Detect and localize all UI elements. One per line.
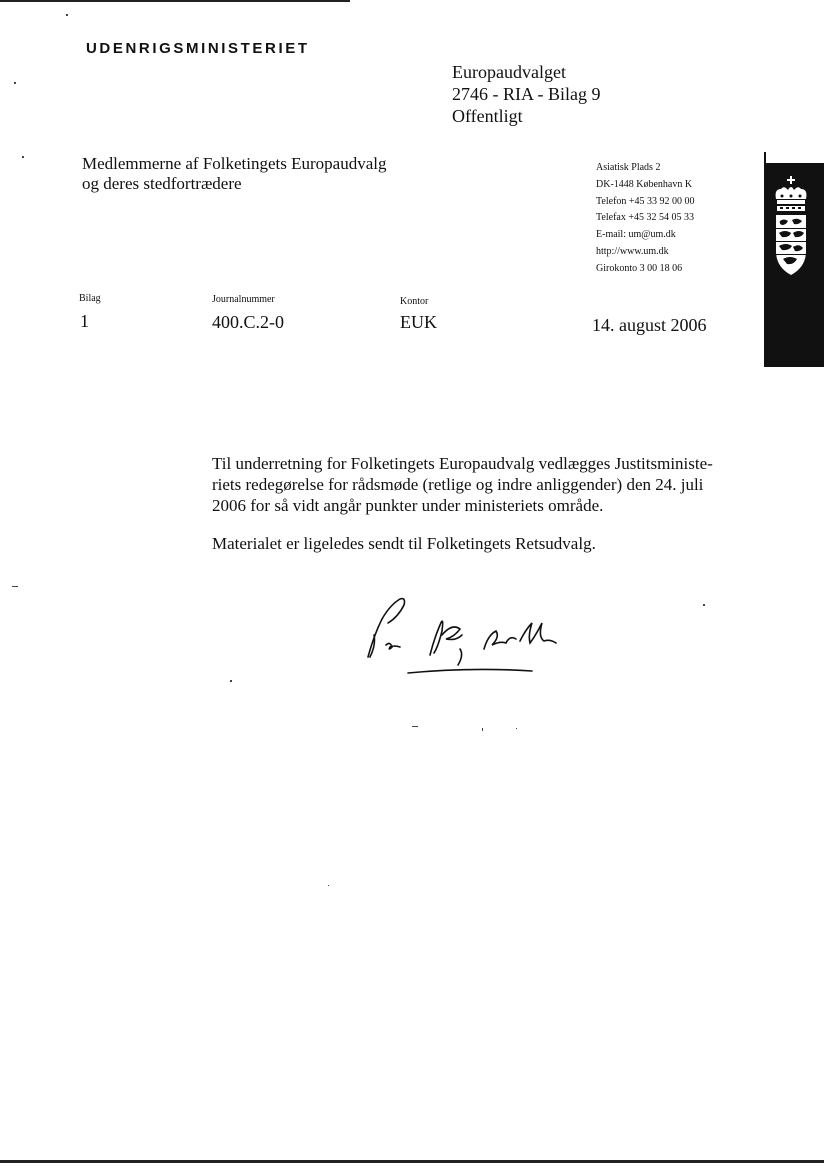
scan-speck <box>482 728 483 731</box>
address-email: E-mail: um@um.dk <box>596 229 676 241</box>
letter-body <box>212 453 722 571</box>
scan-speck <box>412 726 418 727</box>
bilag-label: Bilag <box>79 293 101 304</box>
recipient-block <box>82 154 387 194</box>
reference-number: 2746 - RIA - Bilag 9 <box>452 84 601 104</box>
kontor-label: Kontor <box>400 296 429 307</box>
journal-label: Journalnummer <box>212 294 275 305</box>
bottom-scan-edge <box>0 1160 824 1163</box>
address-web: http://www.um.dk <box>596 245 669 257</box>
scan-speck <box>516 728 517 729</box>
ministry-name: UDENRIGSMINISTERIET <box>86 40 310 57</box>
body-paragraph-1 <box>212 453 722 516</box>
top-scan-edge <box>0 0 350 2</box>
bilag-value: 1 <box>80 311 89 331</box>
address-fax: Telefax +45 32 54 05 33 <box>596 212 694 224</box>
scan-speck <box>12 586 18 587</box>
signature-icon <box>360 595 580 690</box>
kontor-value: EUK <box>400 312 437 332</box>
body-line-1: Til underretning for Folketingets Europaudvalg vedlægges Justitsministe- <box>212 454 713 473</box>
scan-speck <box>14 82 16 84</box>
recipient-line-1: Medlemmerne af Folketingets Europaudvalg <box>82 154 387 173</box>
danish-coat-of-arms-icon <box>764 163 824 367</box>
scan-speck <box>230 680 232 682</box>
scan-speck <box>328 885 329 886</box>
address-phone: Telefon +45 33 92 00 00 <box>596 195 695 207</box>
recipient-line-2: og deres stedfortrædere <box>82 174 242 193</box>
scan-speck <box>22 156 24 158</box>
scan-speck <box>703 604 705 606</box>
emblem-panel <box>764 163 824 367</box>
journal-value: 400.C.2-0 <box>212 312 284 332</box>
reference-block <box>452 61 601 127</box>
address-giro: Girokonto 3 00 18 06 <box>596 262 683 274</box>
sender-address <box>596 160 695 278</box>
body-line-2: riets redegørelse for rådsmøde (retlige og indre anliggender) den 24. juli <box>212 475 704 494</box>
body-paragraph-2: Materialet er ligeledes sendt til Folketingets Retsudvalg. <box>212 534 596 553</box>
address-street: Asiatisk Plads 2 <box>596 162 661 173</box>
letter-date: 14. august 2006 <box>592 315 707 335</box>
scan-speck <box>66 14 68 16</box>
signature <box>360 595 580 695</box>
reference-status: Offentligt <box>452 106 523 126</box>
reference-committee: Europaudvalget <box>452 62 566 82</box>
body-line-3: 2006 for så vidt angår punkter under ministeriets område. <box>212 496 604 515</box>
address-city: DK-1448 København K <box>596 178 693 190</box>
